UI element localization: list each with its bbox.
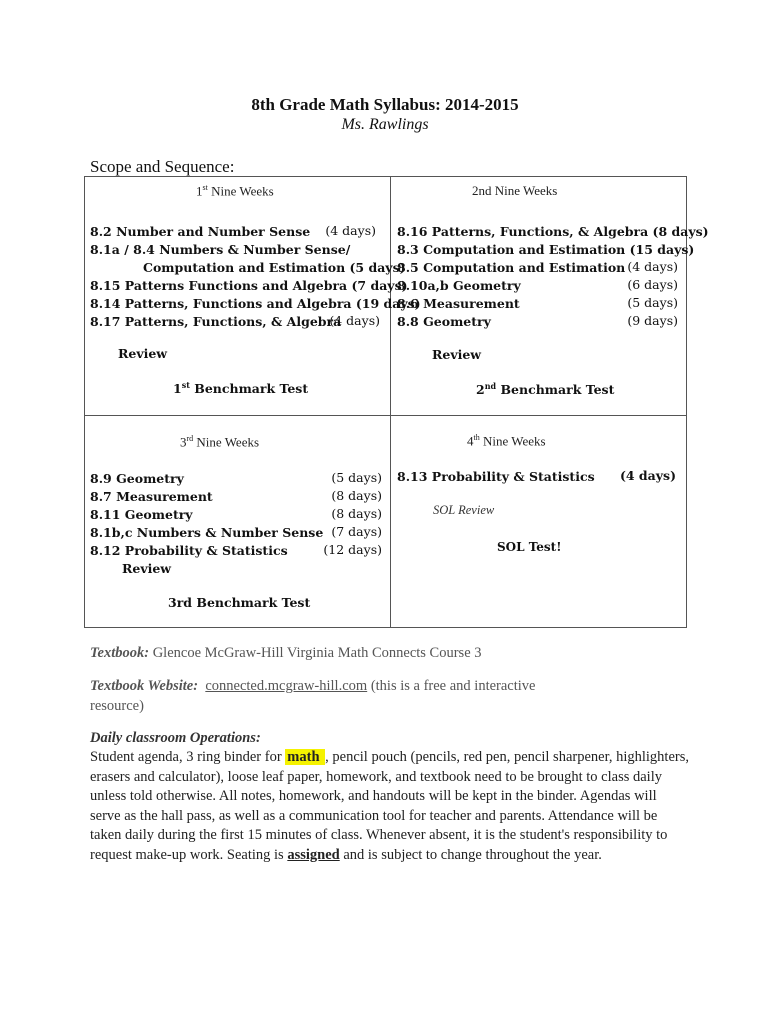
website-line [90, 677, 560, 716]
q2-row-2: 8.3 Computation and Estimation (15 days) [397, 242, 695, 257]
q1-row-6-days: (4 days) [329, 313, 380, 328]
q3-heading: 3rd Nine Weeks [180, 434, 260, 450]
q1-row-2: 8.1a / 8.4 Numbers & Number Sense/ [90, 242, 351, 257]
daily-paragraph: Student agenda, 3 ring binder for math , pencil pouch (pencils, red pen, pencil sharpener, highlighters, erasers and calculator), loose leaf paper, homework, and textbook need to be brought to class daily unless told otherwise. All notes, homework, and handouts will be kept in the binder. Agendas will serve as the hall pass, as well as a communication tool for teacher and parents. Attendance will be taken daily during the first 15 minutes of class. Whenever absent, it is the student's responsibility to request make-up work. Seating is assigned and is subject to change throughout the year. [90, 749, 689, 863]
scope-title: Scope and Sequence: [90, 157, 235, 176]
q2-row-4-days: (6 days) [627, 277, 678, 292]
q2-row-5-days: (5 days) [627, 295, 678, 310]
q3-row-3: 8.11 Geometry [90, 507, 193, 522]
q3-row-1-days: (5 days) [331, 470, 382, 485]
q3-benchmark: 3rd Benchmark Test [168, 595, 311, 610]
q3-row-4-days: (7 days) [331, 524, 382, 539]
daily-label: Daily classroom Operations: [90, 730, 261, 746]
q1-row-1-days: (4 days) [325, 223, 376, 238]
q2-row-3-days: (4 days) [627, 259, 678, 274]
q2-row-6: 8.8 Geometry [397, 314, 491, 329]
q1-heading: 1st Nine Weeks [196, 183, 274, 199]
table-divider-horizontal [84, 415, 687, 416]
website-link[interactable]: connected.mcgraw-hill.com [205, 678, 368, 694]
math-highlight: math [287, 749, 324, 765]
q1-row-4: 8.15 Patterns Functions and Algebra (7 days) [90, 278, 408, 293]
q3-row-2-days: (8 days) [331, 488, 382, 503]
textbook-label: Textbook: [90, 645, 150, 661]
q1-row-6: 8.17 Patterns, Functions, & Algebra [90, 314, 342, 329]
website-rest: (this is a free and interactive [367, 678, 536, 694]
website-rest-line2: resource) [90, 697, 144, 714]
q2-row-4: 8.10a,b Geometry [397, 278, 521, 293]
q4-row-1-days: (4 days) [619, 468, 676, 483]
assigned-word: assigned [287, 846, 340, 863]
q2-row-5: 8.6 Measurement [397, 296, 520, 311]
q3-row-3-days: (8 days) [331, 506, 382, 521]
q1-benchmark: 1st Benchmark Test [173, 380, 309, 397]
q4-heading: 4th Nine Weeks [467, 433, 546, 449]
q2-benchmark: 2nd Benchmark Test [476, 381, 615, 398]
q4-sol-test: SOL Test! [497, 540, 562, 554]
q2-heading: 2nd Nine Weeks [472, 183, 558, 198]
q3-row-2: 8.7 Measurement [90, 489, 213, 504]
q2-review: Review [432, 347, 482, 362]
q3-review: Review [122, 561, 172, 576]
q1-row-3: Computation and Estimation (5 days) [143, 260, 406, 275]
q1-row-5: 8.14 Patterns, Functions and Algebra (19 days) [90, 296, 421, 311]
website-label: Textbook Website: [90, 678, 199, 694]
table-divider-vertical [390, 176, 391, 628]
q2-row-3: 8.5 Computation and Estimation [397, 260, 626, 275]
q3-row-5-days: (12 days) [323, 542, 382, 557]
q2-row-1: 8.16 Patterns, Functions, & Algebra (8 days) [397, 224, 709, 239]
q1-review: Review [118, 346, 168, 361]
teacher-name: Ms. Rawlings [341, 116, 429, 133]
syllabus-title: 8th Grade Math Syllabus: 2014-2015 [251, 95, 519, 114]
q3-row-5: 8.12 Probability & Statistics [90, 543, 288, 558]
q3-row-4: 8.1b,c Numbers & Number Sense [90, 525, 324, 540]
q3-row-1: 8.9 Geometry [90, 471, 184, 486]
textbook-line [90, 644, 690, 664]
q1-row-1: 8.2 Number and Number Sense [90, 224, 311, 239]
textbook-value: Glencoe McGraw-Hill Virginia Math Connects Course 3 [149, 645, 482, 661]
q4-row-1: 8.13 Probability & Statistics [397, 469, 595, 484]
q2-row-6-days: (9 days) [627, 313, 678, 328]
q4-sol-review: SOL Review [433, 503, 495, 517]
